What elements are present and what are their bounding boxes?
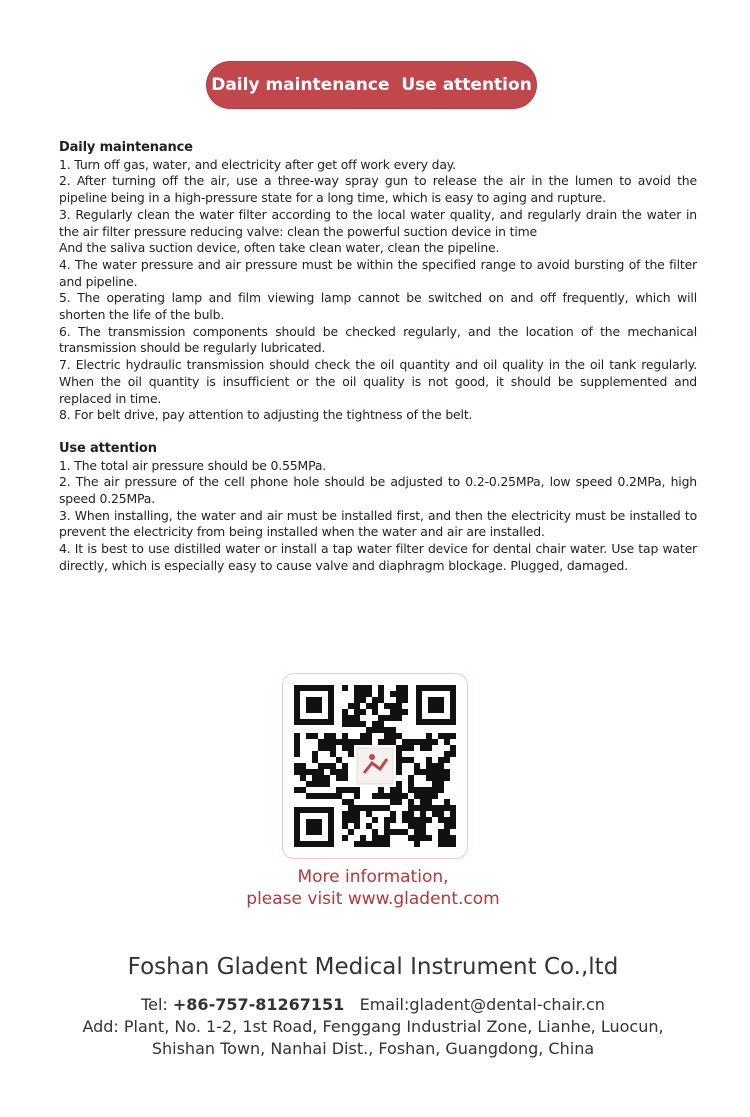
daily-item: 1. Turn off gas, water, and electricity after get off work every day. — [59, 156, 456, 172]
attention-item: 2. The air pressure of the cell phone hole should be adjusted to 0.2-0.25MPa, low speed 0.2MPa, high speed 0.25MPa. — [59, 474, 697, 507]
tel-number[interactable]: +86-757-81267151 — [172, 995, 345, 1014]
tel-label: Tel: — [141, 995, 173, 1014]
daily-item: 7. Electric hydraulic transmission should check the oil quantity and oil quality in the oil tank regularly. When the oil quantity is insufficient or the oil quality is not good, it should be supplemented and replaced in time. — [59, 357, 697, 406]
more-info-line1: More information, — [297, 867, 449, 887]
address-line2: Shishan Town, Nanhai Dist., Foshan, Guangdong, China — [151, 1039, 595, 1058]
section-header-title: Daily maintenance Use attention — [211, 75, 532, 95]
daily-item: 8. For belt drive, pay attention to adjusting the tightness of the belt. — [59, 407, 473, 423]
daily-item: And the saliva suction device, often take clean water, clean the pipeline. — [59, 240, 500, 256]
qr-code-frame — [282, 673, 468, 859]
maintenance-content — [59, 140, 697, 575]
more-info — [150, 866, 596, 910]
attention-item: 1. The total air pressure should be 0.55MPa. — [59, 457, 327, 473]
more-info-link[interactable]: please visit www.gladent.com — [246, 889, 500, 909]
address-line1: Add: Plant, No. 1-2, 1st Road, Fenggang Industrial Zone, Lianhe, Luocun, — [82, 1017, 664, 1036]
email-address[interactable]: Email:gladent@dental-chair.cn — [359, 995, 605, 1014]
daily-maintenance-title: Daily maintenance — [59, 140, 193, 155]
daily-item: 3. Regularly clean the water filter according to the local water quality, and regularly drain the water in the air filter pressure reducing valve: clean the powerful suction device in time — [59, 206, 697, 239]
contact-line — [40, 994, 706, 1016]
qr-code-icon — [294, 685, 456, 847]
contact-block — [40, 994, 706, 1060]
attention-item: 4. It is best to use distilled water or install a tap water filter device for dental chair water. Use tap water directly, which is especially easy to cause valve and diaphragm blockage. Plugged, damaged. — [59, 541, 697, 573]
use-attention-title: Use attention — [59, 440, 157, 456]
daily-item: 6. The transmission components should be checked regularly, and the location of the mechanical transmission should be regularly lubricated. — [59, 323, 697, 356]
attention-item: 3. When installing, the water and air must be installed first, and then the electricity must be installed to prevent the electricity from being installed when the water and air are installed. — [59, 507, 697, 540]
daily-item: 5. The operating lamp and film viewing lamp cannot be switched on and off frequently, which will shorten the life of the bulb. — [59, 290, 697, 323]
daily-item: 2. After turning off the air, use a three-way spray gun to release the air in the lumen to avoid the pipeline being in a high-pressure state for a long time, which is easy to aging and rupture. — [59, 173, 697, 206]
section-header-pill — [207, 62, 536, 108]
daily-item: 4. The water pressure and air pressure must be within the specified range to avoid bursting of the filter and pipeline. — [59, 256, 697, 289]
company-name: Foshan Gladent Medical Instrument Co.,ltd — [127, 954, 619, 980]
